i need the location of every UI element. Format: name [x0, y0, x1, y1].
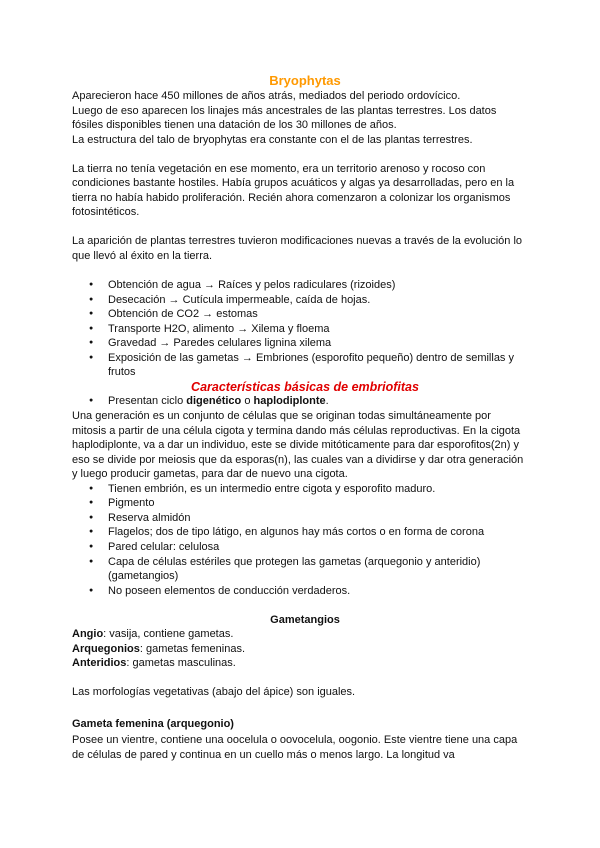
definition: : gametas femeninas.	[139, 642, 246, 655]
heading-gametangios: Gametangios	[270, 613, 340, 626]
text-line: condiciones bastante hostiles. Había grupos acuáticos y algas ya desarrolladas, pero en la	[72, 177, 515, 190]
text-line: fósiles disponibles tienen una datación de los 30 millones de años.	[72, 119, 397, 132]
ciclo-list	[72, 394, 538, 409]
text: .	[325, 395, 329, 408]
list-item: ● Pared celular: celulosa	[72, 540, 528, 555]
text-line: eso se divide por meiosis que da esporas(n), las cuales van a dividirse y dar otra generación	[72, 453, 524, 466]
list-item: ● Exposición de las gametas → Embriones (esporofito pequeño) dentro de semillas y frutos	[72, 351, 528, 380]
list-item: ● Reserva almidón	[72, 511, 528, 526]
text: Presentan ciclo	[108, 395, 187, 408]
text-line: Luego de eso aparecen los linajes más ancestrales de las plantas terrestres. Los datos	[72, 104, 497, 117]
list-item: ● Obtención de agua → Raíces y pelos radiculares (rizoides)	[72, 278, 528, 293]
list-item: ● Tienen embrión, es un intermedio entre cigota y esporofito maduro.	[72, 482, 528, 497]
morfologias-text: Las morfologías vegetativas (abajo del ápice) son iguales.	[72, 686, 356, 699]
list-item: ● Capa de células estériles que protegen las gametas (arquegonio y anteridio) (gametangios)	[72, 555, 528, 584]
list-item: ● Gravedad → Paredes celulares lignina xilema	[72, 336, 528, 351]
document-page	[72, 73, 538, 762]
list-item: ● Transporte H2O, alimento → Xilema y floema	[72, 322, 528, 337]
list-item: ● No poseen elementos de conducción verdaderos.	[72, 584, 528, 599]
paragraph-generacion	[72, 409, 538, 482]
adaptations-list	[72, 278, 528, 380]
text-line: haplodiplonte, va a dar un individuo, este se divide mitóticamente para dar esporofitos(2n) y	[72, 439, 519, 452]
text-line: La aparición de plantas terrestres tuvieron modificaciones nuevas a través de la evolución lo	[72, 235, 523, 248]
list-item	[72, 394, 538, 409]
intro-paragraph	[72, 89, 538, 147]
term: Arquegonios	[72, 642, 140, 655]
term: Angio	[72, 628, 104, 641]
text: o	[241, 395, 254, 408]
heading-embriofitas: Características básicas de embriofitas	[191, 379, 419, 394]
text-line: mitosis a partir de una célula cigota y termina dando más células reproductivas. En la cigota	[72, 424, 521, 437]
text-line: La tierra no tenía vegetación en ese momento, era un territorio arenoso y rocoso con	[72, 162, 486, 175]
definition-arquegonios	[72, 642, 538, 657]
text-line: de células de pared y continua en un cuello más o menos largo. La longitud va	[72, 748, 455, 761]
paragraph-aparicion	[72, 234, 538, 263]
document-title: Bryophytas	[269, 73, 341, 88]
caracteristicas-list	[72, 482, 528, 598]
text-line: que llevó al éxito en la tierra.	[72, 250, 213, 263]
list-item: ● Desecación → Cutícula impermeable, caída de hojas.	[72, 293, 528, 308]
paragraph-gameta	[72, 733, 538, 762]
list-item: ● Pigmento	[72, 496, 528, 511]
definition-angio	[72, 627, 538, 642]
text-line: La estructura del talo de bryophytas era constante con el de las plantas terrestres.	[72, 133, 473, 146]
list-item: ● Obtención de CO2 → estomas	[72, 307, 528, 322]
bold-term: digenético	[186, 395, 242, 408]
definition: : gametas masculinas.	[126, 657, 236, 670]
text-line: y luego producir gametas, para dar de nuevo una cigota.	[72, 468, 348, 481]
text-line: Posee un vientre, contiene una oocelula o oovocelula, oogonio. Este vientre tiene una capa	[72, 734, 518, 747]
text-line: Una generación es un conjunto de células que se originan todas simultáneamente por	[72, 410, 491, 423]
text-line: fotosintéticos.	[72, 206, 140, 219]
definition-anteridios	[72, 656, 538, 671]
definitions	[72, 627, 538, 671]
text-line: tierra no había habido proliferación. Recién ahora comenzaron a colonizar los organismos	[72, 191, 511, 204]
heading-gameta-femenina: Gameta femenina (arquegonio)	[72, 717, 234, 730]
definition: : vasija, contiene gametas.	[103, 628, 234, 641]
paragraph-tierra	[72, 162, 538, 220]
list-item: ● Flagelos; dos de tipo látigo, en algunos hay más cortos o en forma de corona	[72, 525, 528, 540]
text-line: Aparecieron hace 450 millones de años atrás, mediados del periodo ordovícico.	[72, 90, 461, 102]
bold-term: haplodiplonte	[253, 395, 326, 408]
term: Anteridios	[72, 657, 127, 670]
